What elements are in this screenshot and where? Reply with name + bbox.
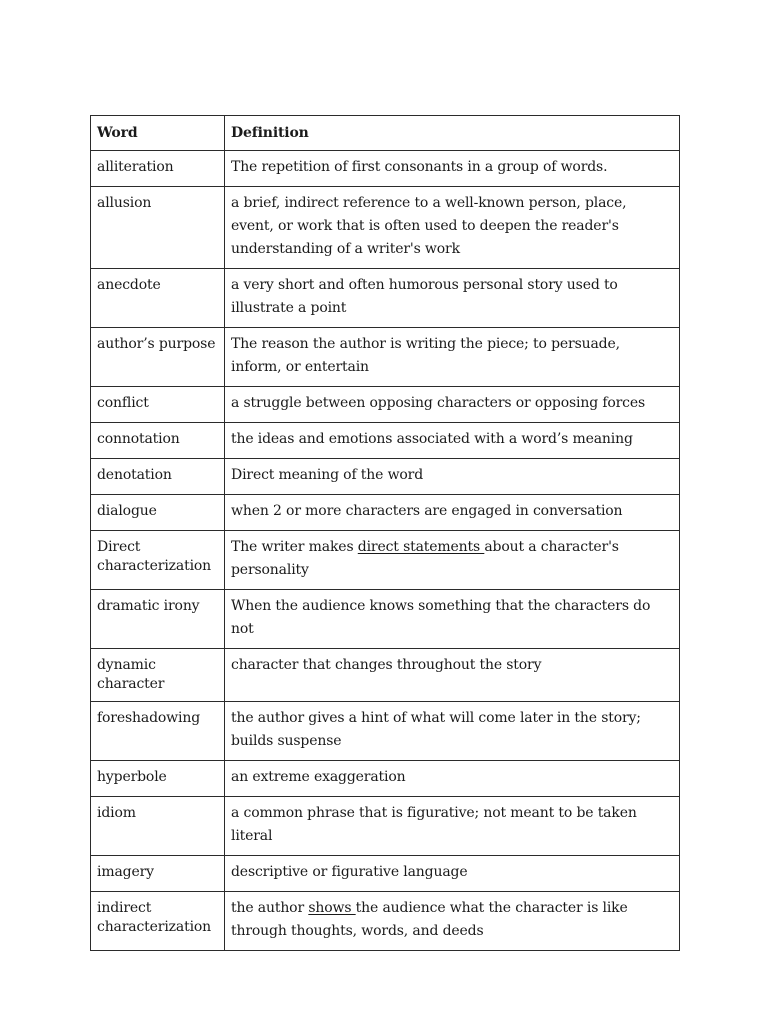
definition-cell: the ideas and emotions associated with a word’s meaning [225,423,680,459]
term-cell: dynamic character [91,649,225,702]
definition-cell [225,531,680,590]
table-row [91,151,680,187]
definition-cell: a common phrase that is figurative; not meant to be taken literal [225,797,680,856]
definition-cell [225,892,680,951]
term-cell: allusion [91,187,225,269]
table-row [91,702,680,761]
term-cell: Direct characterization [91,531,225,590]
table-row [91,531,680,590]
table-row [91,328,680,387]
term-cell: hyperbole [91,761,225,797]
definition-text-pre: The writer makes [231,539,358,555]
term-cell: indirect characterization [91,892,225,951]
definition-text-post: about a character's personality [231,539,619,578]
glossary-table [90,115,680,951]
term-cell: conflict [91,387,225,423]
term-cell: alliteration [91,151,225,187]
table-row [91,590,680,649]
definition-text-post: the audience what the character is like through thoughts, words, and deeds [231,900,628,939]
term-cell: denotation [91,459,225,495]
table-row [91,856,680,892]
definition-cell: descriptive or figurative language [225,856,680,892]
underlined-phrase: direct statements [357,539,485,555]
definition-cell: a struggle between opposing characters or opposing forces [225,387,680,423]
term-cell: connotation [91,423,225,459]
definition-text-pre: the author [231,900,309,916]
term-cell: anecdote [91,269,225,328]
term-cell: dialogue [91,495,225,531]
table-row [91,187,680,269]
term-cell: idiom [91,797,225,856]
definition-cell: character that changes throughout the story [225,649,680,702]
table-header-row [91,116,680,151]
definition-cell: when 2 or more characters are engaged in conversation [225,495,680,531]
table-row [91,459,680,495]
underlined-phrase: shows [308,900,356,916]
term-cell: imagery [91,856,225,892]
table-row [91,649,680,702]
definition-cell: a very short and often humorous personal story used to illustrate a point [225,269,680,328]
table-row [91,892,680,951]
definition-cell: The reason the author is writing the piece; to persuade, inform, or entertain [225,328,680,387]
definition-cell: The repetition of first consonants in a group of words. [225,151,680,187]
definition-cell: When the audience knows something that the characters do not [225,590,680,649]
term-cell: dramatic irony [91,590,225,649]
table-row [91,495,680,531]
definition-cell: a brief, indirect reference to a well-known person, place, event, or work that is often used to deepen the reader's understanding of a writer's work [225,187,680,269]
table-row [91,797,680,856]
definition-cell: the author gives a hint of what will come later in the story; builds suspense [225,702,680,761]
table-row [91,423,680,459]
term-cell: author’s purpose [91,328,225,387]
table-row [91,761,680,797]
column-header-word: Word [91,116,225,151]
definition-cell: an extreme exaggeration [225,761,680,797]
table-row [91,269,680,328]
column-header-definition: Definition [225,116,680,151]
definition-cell: Direct meaning of the word [225,459,680,495]
term-cell: foreshadowing [91,702,225,761]
table-row [91,387,680,423]
